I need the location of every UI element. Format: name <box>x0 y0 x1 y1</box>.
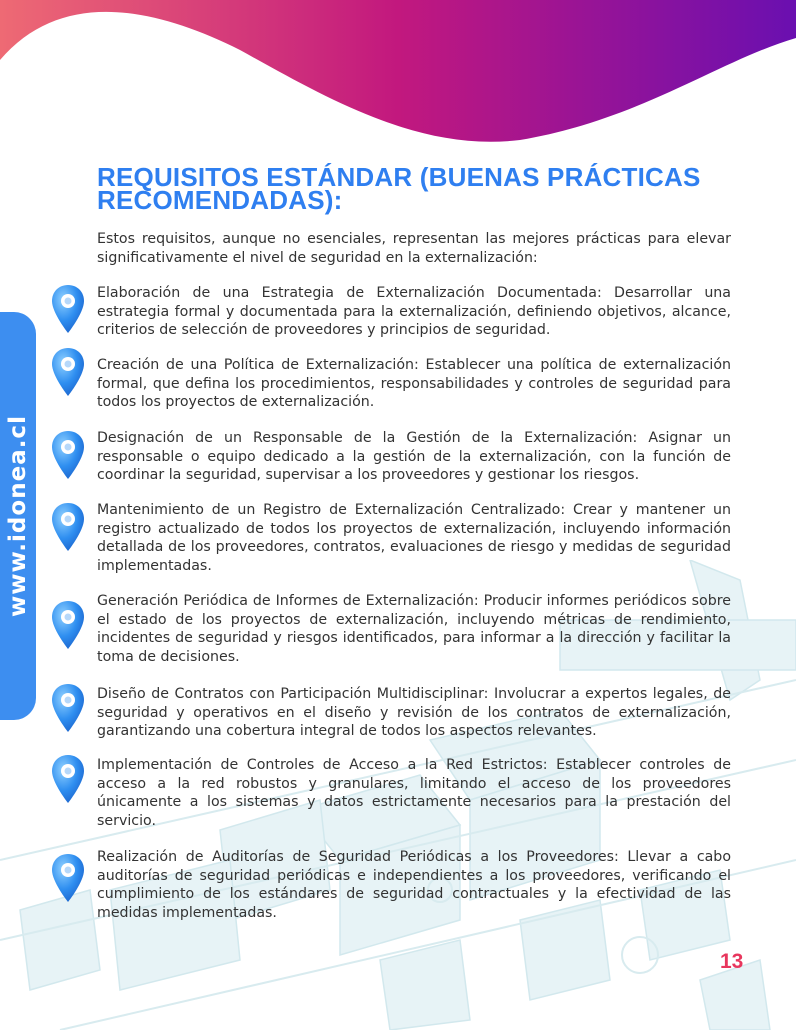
page-number: 13 <box>720 950 744 973</box>
location-pin-icon <box>51 600 85 650</box>
list-item-text: Generación Periódica de Informes de Externalización: Producir informes periódicos sobre el estado de los proyectos de externalización, incluyendo métricas de rendimiento, incidentes de seguridad y riesgos identificados, para informar a la dirección y facilitar la toma de decisiones. <box>97 593 731 665</box>
top-wave-decoration <box>0 0 796 150</box>
location-pin-icon <box>51 347 85 397</box>
list-item-text: Mantenimiento de un Registro de Externalización Centralizado: Crear y mantener un registro actualizado de todos los proyectos de externalización, incluyendo información detallada de los proveedores, contratos, evaluaciones de riesgo y medidas de seguridad implementadas. <box>97 502 731 574</box>
list-item-text: Implementación de Controles de Acceso a la Red Estrictos: Establecer controles de acceso a la red robustos y granulares, limitando el acceso de los proveedores únicamente a los sistemas y datos estrictamente necesarios para la prestación del servicio. <box>97 757 731 829</box>
section-title: REQUISITOS ESTÁNDAR (BUENAS PRÁCTICAS RECOMENDADAS): <box>97 162 701 215</box>
list-item-text: Creación de una Política de Externalización: Establecer una política de externalización formal, que defina los procedimientos, responsabilidades y controles de seguridad para todos los proyectos de externalización. <box>97 357 731 410</box>
location-pin-icon <box>51 754 85 804</box>
list-item-text: Designación de un Responsable de la Gestión de la Externalización: Asignar un responsable o equipo dedicado a la gestión de la externalización, con la función de coordinar la seguridad, supervisar a los proveedores y gestionar los riesgos. <box>97 430 731 483</box>
list-item-text: Diseño de Contratos con Participación Multidisciplinar: Involucrar a expertos legales, de seguridad y operativos en el diseño y revisión de los contratos de externalización, garantizando una cobertura integral de todos los aspectos relevantes. <box>97 686 731 739</box>
website-url[interactable]: www.idonea.cl <box>5 415 31 617</box>
list-item-text: Elaboración de una Estrategia de Externalización Documentada: Desarrollar una estrategia formal y documentada para la externalización, definiendo objetivos, alcance, criterios de selección de proveedores y principios de seguridad. <box>97 285 731 338</box>
location-pin-icon <box>51 430 85 480</box>
location-pin-icon <box>51 853 85 903</box>
list-item-text: Realización de Auditorías de Seguridad Periódicas a los Proveedores: Llevar a cabo auditorías de seguridad periódicas e independientes a los proveedores, verificando el cumplimiento de los estándares de seguridad contractuales y la efectividad de las medidas implementadas. <box>97 849 731 921</box>
intro-paragraph: Estos requisitos, aunque no esenciales, representan las mejores prácticas para elevar significativamente el nivel de seguridad en la externalización: <box>97 231 731 266</box>
location-pin-icon <box>51 284 85 334</box>
location-pin-icon <box>51 683 85 733</box>
location-pin-icon <box>51 502 85 552</box>
